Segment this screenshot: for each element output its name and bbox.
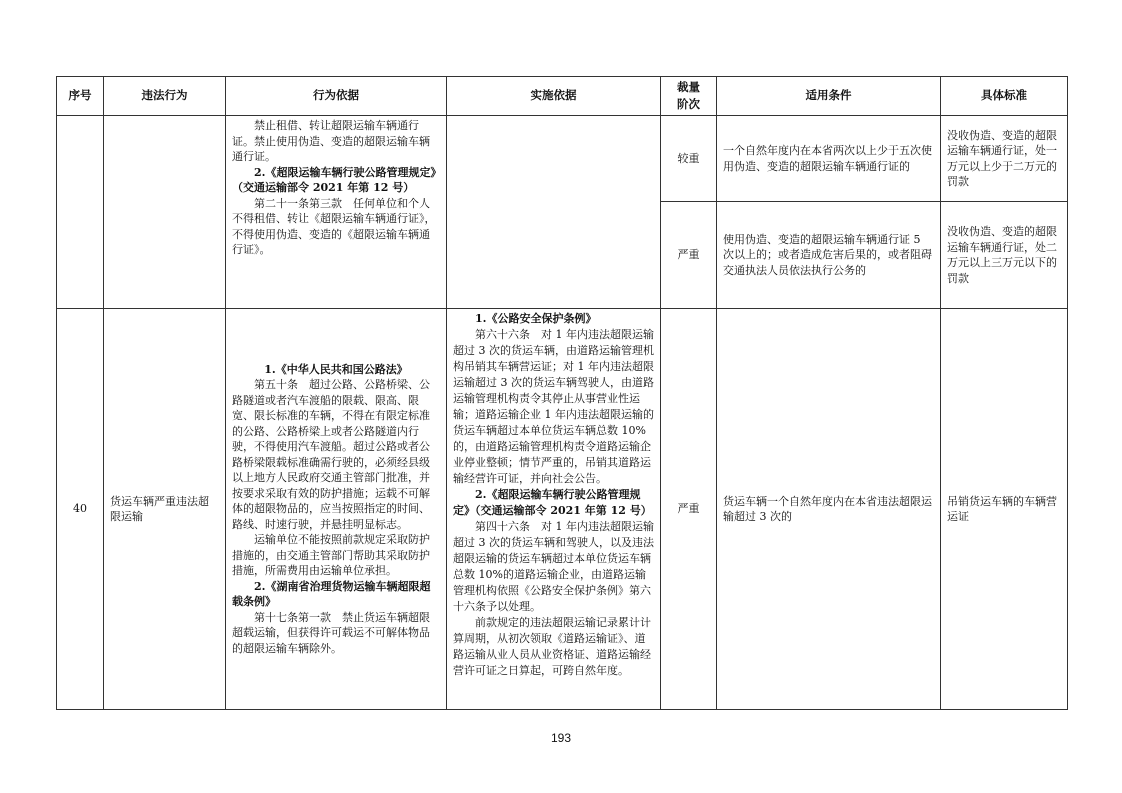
violation-cell: 货运车辆严重违法超限运输: [104, 309, 226, 710]
basis-cell: [226, 309, 447, 710]
table-row: [57, 309, 1068, 710]
impl-text: 前款规定的违法超限运输记录累计计算周期，从初次领取《道路运输证》、道路运输从业人员从业资格证、道路运输经营许可证之日算起，可跨自然年度。: [453, 616, 651, 677]
table-row: [57, 116, 1068, 202]
impl-law-title: 1.《公路安全保护条例》: [475, 312, 597, 325]
standard-cell: 没收伪造、变造的超限运输车辆通行证，处一万元以上少于二万元的罚款: [941, 116, 1068, 202]
level-cell: 严重: [661, 202, 717, 309]
basis-law-title: 2.《超限运输车辆行驶公路管理规定》（交通运输部令 2021 年第 12 号）: [232, 165, 436, 194]
implementation-cell: [447, 309, 661, 710]
basis-text: 第十七条第一款 禁止货运车辆超限超载运输，但获得许可载运不可解体物品的超限运输车辆除外。: [232, 610, 430, 655]
violation-cell: [104, 116, 226, 309]
basis-text: 禁止租借、转让超限运输车辆通行证。禁止使用伪造、变造的超限运输车辆通行证。: [232, 119, 430, 163]
impl-text: 第六十六条 对 1 年内违法超限运输超过 3 次的货运车辆，由道路运输管理机构吊销其车辆营运证；对 1 年内违法超限运输超过 3 次的货运车辆驾驶人，由道路运输管理机构责令其停止从事营业性运输；道路运输企业 1 年内违法超限运输的货运车辆超过本单位货运车辆总数 10%的，由道路运输管理机构责令道路运输企业停业整顿；情节严重的，吊销其道路运输经营许可证，并向社会公告。: [453, 328, 654, 485]
header-row: [57, 77, 1068, 116]
standard-cell: 没收伪造、变造的超限运输车辆通行证，处二万元以上三万元以下的罚款: [941, 202, 1068, 309]
serial-cell: [57, 116, 104, 309]
header-implementation: 实施依据: [447, 77, 661, 116]
basis-text: 运输单位不能按照前款规定采取防护措施的，由交通主管部门帮助其采取防护措施，所需费用由运输单位承担。: [232, 533, 430, 578]
condition-cell: 使用伪造、变造的超限运输车辆通行证 5 次以上的；或者造成危害后果的，或者阻碍交通执法人员依法执行公务的: [717, 202, 941, 309]
basis-law-title: 1.《中华人民共和国公路法》: [264, 362, 408, 376]
header-level: [661, 77, 717, 116]
header-level-text: 裁量阶次: [677, 80, 700, 111]
header-standard: 具体标准: [941, 77, 1068, 116]
basis-text: 第五十条 超过公路、公路桥梁、公路隧道或者汽车渡船的限载、限高、限宽、限长标准的车辆，不得在有限定标准的公路、公路桥梁上或者公路隧道内行驶，不得使用汽车渡船。超过公路或者公路桥梁限载标准确需行驶的，必须经县级以上地方人民政府交通主管部门批准，并按要求采取有效的防护措施；运载不可解体的超限物品的，应当按照指定的时间、路线、时速行驶，并悬挂明显标志。: [232, 378, 430, 531]
standard-cell: 吊销货运车辆的车辆营运证: [941, 309, 1068, 710]
header-violation: 违法行为: [104, 77, 226, 116]
condition-cell: 一个自然年度内在本省两次以上少于五次使用伪造、变造的超限运输车辆通行证的: [717, 116, 941, 202]
header-basis: 行为依据: [226, 77, 447, 116]
impl-law-title: 2.《超限运输车辆行驶公路管理规定》（交通运输部令 2021 年第 12 号）: [453, 488, 652, 517]
serial-cell: 40: [57, 309, 104, 710]
basis-law-title: 2.《湖南省治理货物运输车辆超限超载条例》: [232, 579, 431, 609]
basis-cell: [226, 116, 447, 309]
level-cell: 较重: [661, 116, 717, 202]
implementation-cell: [447, 116, 661, 309]
level-cell: 严重: [661, 309, 717, 710]
page-number: 193: [550, 731, 572, 745]
penalty-table: [56, 76, 1068, 710]
header-condition: 适用条件: [717, 77, 941, 116]
impl-text: 第四十六条 对 1 年内违法超限运输超过 3 次的货运车辆和驾驶人，以及违法超限运输的货运车辆超过本单位货运车辆总数 10%的道路运输企业，由道路运输管理机构依照《公路安全保护条例》第六十六条予以处理。: [453, 520, 654, 613]
condition-cell: 货运车辆一个自然年度内在本省违法超限运输超过 3 次的: [717, 309, 941, 710]
header-serial: 序号: [57, 77, 104, 116]
basis-text: 第二十一条第三款 任何单位和个人不得租借、转让《超限运输车辆通行证》，不得使用伪造、变造的《超限运输车辆通行证》。: [232, 196, 436, 256]
